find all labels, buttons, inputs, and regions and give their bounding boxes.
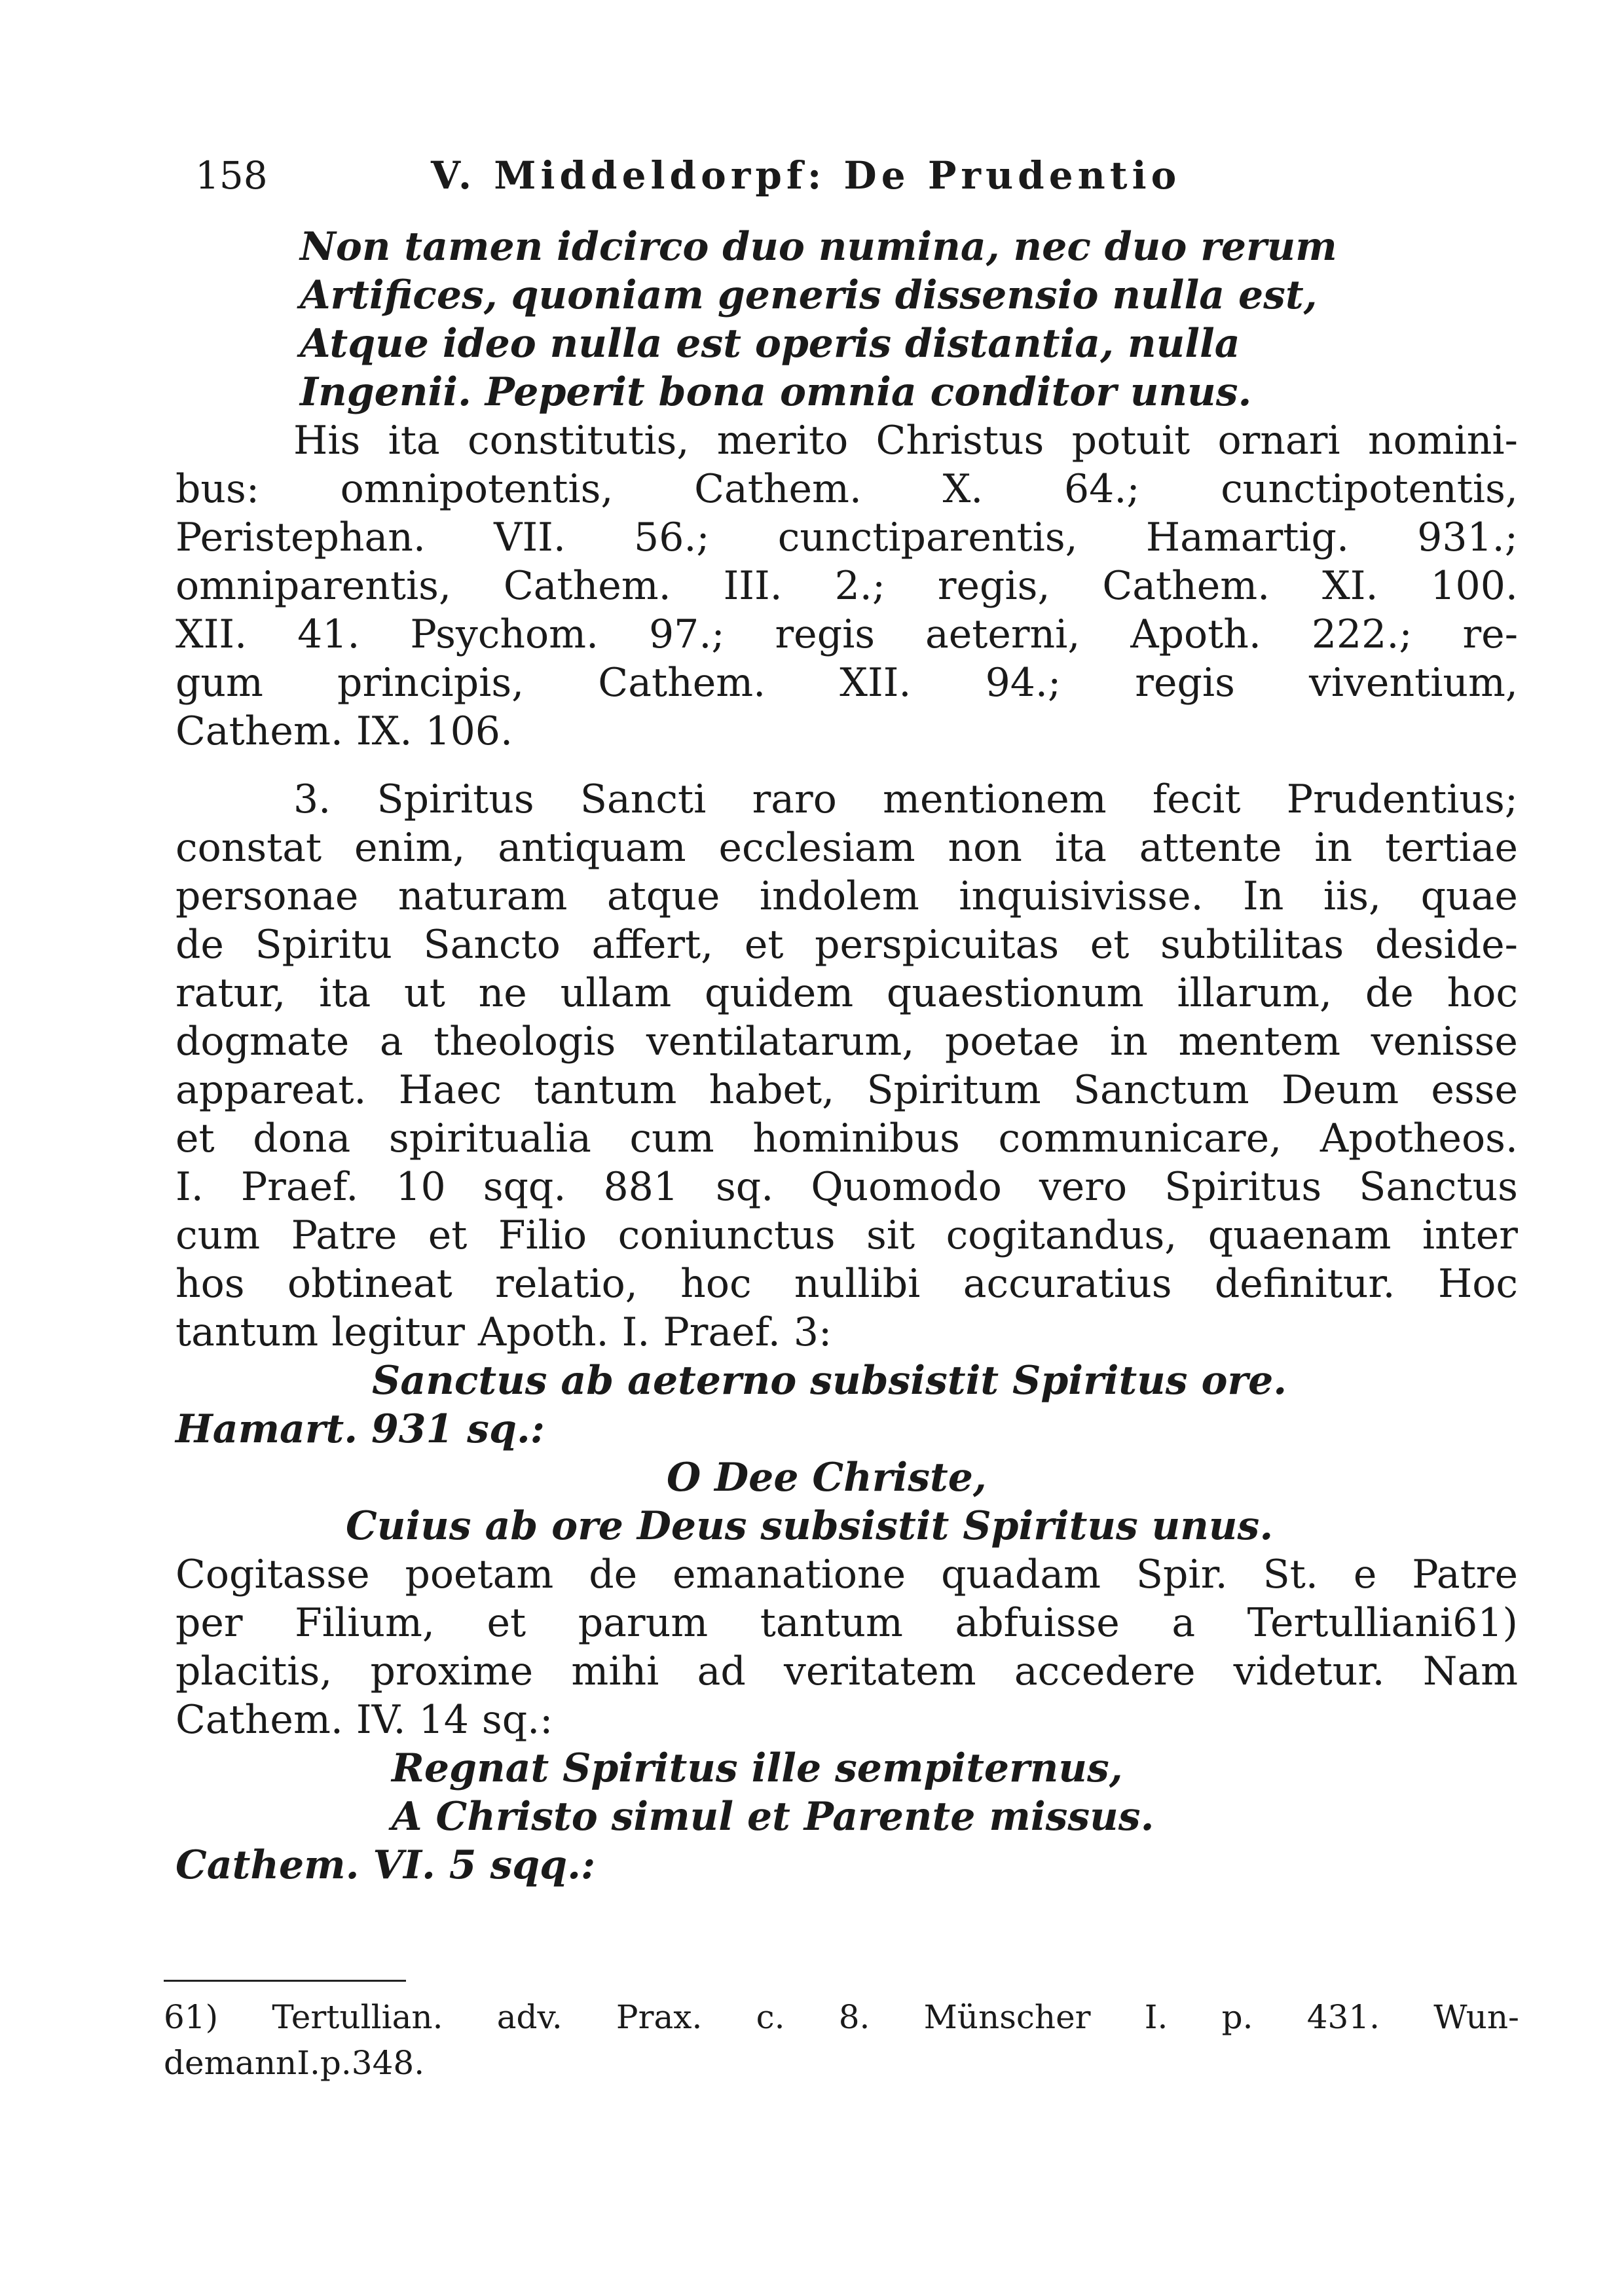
word: fecit xyxy=(1152,776,1241,822)
paragraph xyxy=(175,416,1518,756)
word: 106. xyxy=(425,708,513,754)
word: 222.; xyxy=(1311,611,1412,657)
text-line xyxy=(175,1550,1518,1599)
word: enim, xyxy=(354,825,466,871)
word: XII. xyxy=(840,660,912,706)
word: gum xyxy=(175,660,263,706)
word: per xyxy=(175,1600,243,1646)
text-line xyxy=(175,872,1518,920)
running-title: V. Middeldorpf: De Prudentio xyxy=(431,153,1181,198)
word: Münscher xyxy=(923,1998,1091,2036)
word: hoc xyxy=(1447,970,1518,1016)
text-line xyxy=(175,969,1518,1017)
word: non xyxy=(948,825,1022,871)
word: ita xyxy=(319,970,371,1016)
word: p. xyxy=(320,2044,352,2082)
word: 41. xyxy=(297,611,360,657)
word: antiquam xyxy=(498,825,686,871)
word: 881 xyxy=(603,1164,678,1210)
word: 3. xyxy=(293,776,331,822)
word: et xyxy=(487,1600,526,1646)
word: Spiritus xyxy=(377,776,534,822)
word: Peristephan. xyxy=(175,515,426,560)
word: ornari xyxy=(1217,418,1340,464)
word: cum xyxy=(629,1116,714,1161)
word: Prudentius; xyxy=(1286,776,1518,822)
word: Tertulliani61) xyxy=(1247,1600,1518,1646)
text-line xyxy=(175,416,1518,465)
text-line xyxy=(175,1114,1518,1163)
word: proxime xyxy=(370,1649,534,1694)
word: atque xyxy=(606,873,720,919)
word: habet, xyxy=(709,1067,835,1113)
word: raro xyxy=(752,776,837,822)
word: I. xyxy=(297,2044,320,2082)
word: tantum xyxy=(175,1309,319,1355)
word: 10 xyxy=(396,1164,446,1210)
word: abfuisse xyxy=(955,1600,1120,1646)
word: Filium, xyxy=(295,1600,435,1646)
word: deside- xyxy=(1375,922,1518,968)
word: Prax. xyxy=(616,1998,703,2036)
word: placitis, xyxy=(175,1649,333,1694)
word: re- xyxy=(1462,611,1518,657)
word: 94.; xyxy=(985,660,1061,706)
word: bus: xyxy=(175,466,260,512)
word: 64.; xyxy=(1063,466,1140,512)
word: et xyxy=(175,1116,215,1161)
word: Apoth. xyxy=(1130,611,1261,657)
word: Praef. xyxy=(240,1164,359,1210)
word: Cathem. xyxy=(175,708,343,754)
word: Cogitasse xyxy=(175,1552,370,1597)
word: ut xyxy=(404,970,445,1016)
word: emanatione xyxy=(673,1552,906,1597)
word: appareat. xyxy=(175,1067,367,1113)
word: dona xyxy=(253,1116,351,1161)
word: ita xyxy=(1054,825,1107,871)
word: ventilatarum, xyxy=(646,1019,915,1065)
word: Apoth. xyxy=(477,1309,609,1355)
word: ad xyxy=(697,1649,746,1694)
verse-quotation: Regnat Spiritus ille sempiternus, xyxy=(392,1745,1123,1791)
word: relatio, xyxy=(495,1261,638,1307)
word: inquisivisse. xyxy=(959,873,1204,919)
page-number: 158 xyxy=(195,153,268,198)
text-line xyxy=(175,562,1518,610)
word: ratur, xyxy=(175,970,286,1016)
word: veritatem xyxy=(783,1649,976,1694)
reference: Cathem. VI. 5 sqq.: xyxy=(175,1842,596,1888)
verse-quotation: Sanctus ab aeterno subsistit Spiritus ore. xyxy=(372,1358,1287,1404)
word: VII. xyxy=(494,515,566,560)
word: Haec xyxy=(398,1067,502,1113)
text-line xyxy=(175,610,1518,659)
word: sq. xyxy=(716,1164,774,1210)
text-line xyxy=(175,1066,1518,1114)
word: p. xyxy=(1221,1998,1253,2036)
word: cum xyxy=(175,1212,261,1258)
word: a xyxy=(379,1019,403,1065)
text-line xyxy=(175,1163,1518,1211)
text-line xyxy=(175,1260,1518,1308)
word: a xyxy=(1172,1600,1196,1646)
word: 931.; xyxy=(1417,515,1518,560)
word: Patre xyxy=(1412,1552,1518,1597)
word: parum xyxy=(578,1600,709,1646)
word: XII. xyxy=(175,611,248,657)
word: theologis xyxy=(434,1019,616,1065)
word: iis, xyxy=(1323,873,1382,919)
word: personae xyxy=(175,873,359,919)
paragraph xyxy=(175,1550,1518,1744)
word: regis xyxy=(1135,660,1235,706)
word: tantum xyxy=(534,1067,677,1113)
word: dogmate xyxy=(175,1019,350,1065)
word: quadam xyxy=(941,1552,1101,1597)
word: legitur xyxy=(331,1309,465,1355)
word: Tertullian. xyxy=(272,1998,443,2036)
word: Spiritu xyxy=(255,922,392,968)
word: IX. xyxy=(356,708,413,754)
text-line xyxy=(175,659,1518,707)
word: accuratius xyxy=(963,1261,1172,1307)
word: tantum xyxy=(760,1600,903,1646)
word: Filio xyxy=(498,1212,587,1258)
text-line xyxy=(175,1599,1518,1647)
word: accedere xyxy=(1014,1649,1196,1694)
footnote-line xyxy=(164,2040,1519,2086)
text-line xyxy=(175,1696,1518,1744)
word: definitur. xyxy=(1214,1261,1395,1307)
word: perspicuitas xyxy=(815,922,1060,968)
text-line xyxy=(175,1308,1518,1357)
word: obtineat xyxy=(287,1261,452,1307)
word: Cathem. xyxy=(1102,563,1270,609)
word: hoc xyxy=(680,1261,752,1307)
word: omnipotentis, xyxy=(340,466,614,512)
verse-quotation: Cuius ab ore Deus subsistit Spiritus unus. xyxy=(346,1503,1274,1549)
text-line xyxy=(175,920,1518,969)
word: videtur. xyxy=(1233,1649,1385,1694)
word: ullam xyxy=(560,970,672,1016)
word: His xyxy=(293,418,361,464)
text-line xyxy=(175,824,1518,872)
word: cunctiparentis, xyxy=(777,515,1078,560)
word: esse xyxy=(1431,1067,1518,1113)
poem-line: Artifices, quoniam generis dissensio nulla est, xyxy=(300,272,1318,318)
word: inter xyxy=(1422,1212,1518,1258)
word: constat xyxy=(175,825,322,871)
word: 56.; xyxy=(634,515,710,560)
word: nullibi xyxy=(794,1261,921,1307)
word: subtilitas xyxy=(1160,922,1344,968)
word: demann xyxy=(164,2044,297,2082)
word: Nam xyxy=(1422,1649,1518,1694)
word: mentem xyxy=(1178,1019,1340,1065)
word: 348. xyxy=(351,2044,425,2082)
word: quae xyxy=(1420,873,1518,919)
word: sq.: xyxy=(481,1697,553,1743)
word: c. xyxy=(756,1998,785,2036)
word: naturam xyxy=(397,873,568,919)
reference: Hamart. 931 sq.: xyxy=(175,1406,545,1452)
word: IV. xyxy=(356,1697,406,1743)
verse-quotation: O Dee Christe, xyxy=(667,1455,987,1501)
word: 14 xyxy=(418,1697,469,1743)
running-header xyxy=(195,149,1282,202)
word: Cathem. xyxy=(175,1697,343,1743)
word: 2.; xyxy=(834,563,886,609)
word: de xyxy=(589,1552,638,1597)
word: Cathem. xyxy=(503,563,671,609)
word: Spiritus xyxy=(1164,1164,1322,1210)
word: in xyxy=(1314,825,1353,871)
main-text xyxy=(175,223,1518,1889)
word: Psychom. xyxy=(410,611,599,657)
word: Cathem. xyxy=(598,660,766,706)
word: coniunctus xyxy=(618,1212,836,1258)
word: aeterni, xyxy=(925,611,1080,657)
word: 97.; xyxy=(649,611,725,657)
word: Quomodo xyxy=(811,1164,1002,1210)
word: regis xyxy=(775,611,876,657)
text-line xyxy=(175,707,1518,756)
word: attente xyxy=(1139,825,1282,871)
word: XI. xyxy=(1322,563,1378,609)
word: Patre xyxy=(291,1212,397,1258)
word: X. xyxy=(942,466,984,512)
word: spiritualia xyxy=(388,1116,591,1161)
word: communicare, xyxy=(998,1116,1282,1161)
word: omniparentis, xyxy=(175,563,452,609)
word: merito xyxy=(716,418,849,464)
word: affert, xyxy=(591,922,714,968)
word: adv. xyxy=(496,1998,563,2036)
word: Hoc xyxy=(1437,1261,1518,1307)
footnote xyxy=(164,1994,1519,2086)
word: cogitandus, xyxy=(946,1212,1177,1258)
word: sit xyxy=(866,1212,915,1258)
word: ne xyxy=(478,970,527,1016)
text-line xyxy=(175,465,1518,513)
word: I. xyxy=(1144,1998,1168,2036)
word: poetam xyxy=(405,1552,554,1597)
word: 100. xyxy=(1430,563,1518,609)
word: et xyxy=(744,922,784,968)
word: cunctipotentis, xyxy=(1221,466,1518,512)
word: Spiritum xyxy=(866,1067,1041,1113)
word: et xyxy=(428,1212,468,1258)
word: I. xyxy=(621,1309,650,1355)
word: e xyxy=(1353,1552,1377,1597)
word: de xyxy=(175,922,224,968)
paragraph xyxy=(175,775,1518,1357)
word: vero xyxy=(1039,1164,1128,1210)
word: mihi xyxy=(571,1649,659,1694)
text-line xyxy=(175,1647,1518,1696)
word: III. xyxy=(723,563,783,609)
word: tertiae xyxy=(1385,825,1518,871)
word: 61) xyxy=(164,1998,219,2036)
poem-line: Non tamen idcirco duo numina, nec duo rerum xyxy=(300,224,1337,270)
word: quaestionum xyxy=(886,970,1144,1016)
word: hominibus xyxy=(752,1116,960,1161)
verse-quotation: A Christo simul et Parente missus. xyxy=(392,1794,1154,1840)
word: Wun- xyxy=(1433,1998,1519,2036)
word: Sancti xyxy=(580,776,707,822)
text-line xyxy=(175,513,1518,562)
word: indolem xyxy=(759,873,919,919)
word: Sanctum xyxy=(1073,1067,1249,1113)
word: 3: xyxy=(793,1309,832,1355)
word: Deum xyxy=(1281,1067,1399,1113)
word: hos xyxy=(175,1261,245,1307)
word: quidem xyxy=(705,970,854,1016)
word: sqq. xyxy=(483,1164,566,1210)
word: Spir. xyxy=(1135,1552,1228,1597)
word: 8. xyxy=(838,1998,870,2036)
word: poetae xyxy=(944,1019,1080,1065)
poem-quotation xyxy=(175,223,1518,416)
word: Praef. xyxy=(663,1309,781,1355)
text-line xyxy=(175,775,1518,824)
word: Sanctus xyxy=(1359,1164,1518,1210)
word: de xyxy=(1365,970,1414,1016)
word: Apotheos. xyxy=(1320,1116,1518,1161)
poem-line: Atque ideo nulla est operis distantia, nulla xyxy=(300,321,1240,367)
word: ita xyxy=(388,418,440,464)
word: Sancto xyxy=(423,922,561,968)
text-line xyxy=(175,1211,1518,1260)
word: regis, xyxy=(937,563,1050,609)
word: principis, xyxy=(337,660,525,706)
word: 431. xyxy=(1306,1998,1380,2036)
word: venisse xyxy=(1371,1019,1518,1065)
footnote-rule xyxy=(164,1980,406,1982)
word: St. xyxy=(1263,1552,1318,1597)
word: et xyxy=(1090,922,1130,968)
poem-line: Ingenii. Peperit bona omnia conditor unus. xyxy=(300,369,1252,415)
word: potuit xyxy=(1071,418,1190,464)
word: ecclesiam xyxy=(718,825,915,871)
word: constitutis, xyxy=(468,418,690,464)
word: In xyxy=(1243,873,1284,919)
text-line xyxy=(175,1017,1518,1066)
word: illarum, xyxy=(1177,970,1333,1016)
word: mentionem xyxy=(883,776,1107,822)
footnote-line xyxy=(164,1994,1519,2040)
word: Hamartig. xyxy=(1145,515,1350,560)
word: I. xyxy=(175,1164,204,1210)
word: Christus xyxy=(876,418,1044,464)
word: quaenam xyxy=(1208,1212,1392,1258)
word: in xyxy=(1110,1019,1148,1065)
word: viventium, xyxy=(1308,660,1518,706)
word: nomini- xyxy=(1367,418,1518,464)
word: Cathem. xyxy=(694,466,862,512)
